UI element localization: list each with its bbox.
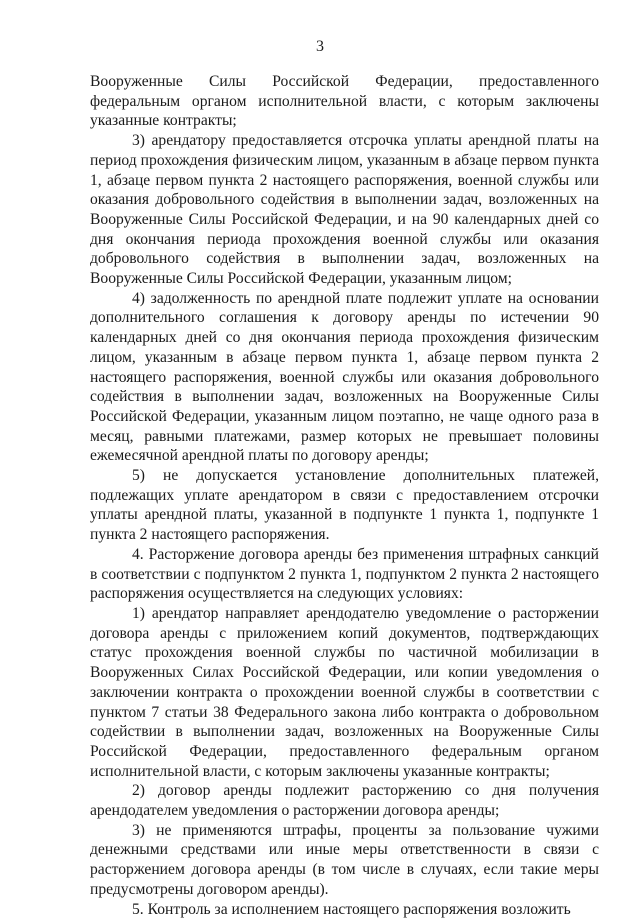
paragraph-item-5: 5. Контроль за исполнением настоящего распоряжения возложить [132, 900, 571, 918]
paragraph-item-4-subitem-3: 3) не применяются штрафы, проценты за пользование чужими денежными средствами или иные меры ответственности в связи с расторжением договора аренды (в том числе в случаях, если такие меры предусмотрены договором аренды). [90, 821, 599, 898]
document-body [90, 72, 599, 919]
paragraph-item-4: 4. Расторжение договора аренды без применения штрафных санкций в соответствии с подпунктом 2 пункта 1, подпунктом 2 пункта 2 настоящего распоряжения осуществляется на следующих условиях: [90, 545, 599, 603]
paragraph-item-4-subitem-1: 1) арендатор направляет арендодателю уведомление о расторжении договора аренды с приложением копий документов, подтверждающих статус прохождения военной службы по частичной мобилизации в Вооруженных Силах Российской Федерации, или копии уведомления о заключении контракта о прохождении военной службы в соответствии с пунктом 7 статьи 38 Федерального закона либо контракта о добровольном содействии в выполнении задач, возложенных на Вооруженные Силы Российской Федерации, предоставленного федеральным органом исполнительной власти, с которым заключены указанные контракты; [90, 604, 599, 780]
paragraph-continuation: Вооруженные Силы Российской Федерации, предоставленного федеральным органом исполнительной власти, с которым заключены указанные контракты; [90, 73, 599, 130]
paragraph-subitem-4: 4) задолженность по арендной плате подлежит уплате на основании дополнительного соглашения к договору аренды по истечении 90 календарных дней со дня окончания периода прохождения физическим лицом, указанным в абзаце первом пункта 1, абзаце первом пункта 2 настоящего распоряжения, военной службы или оказания добровольного содействия в выполнении задач, возложенных на Вооруженные Силы Российской Федерации, указанным лицом поэтапно, не чаще одного раза в месяц, равными платежами, размер которых не превышает половины ежемесячной арендной платы по договору аренды; [90, 289, 599, 465]
page-number: 3 [316, 38, 324, 55]
paragraph-item-4-subitem-2: 2) договор аренды подлежит расторжению со дня получения арендодателем уведомления о расторжении договора аренды; [90, 782, 599, 820]
paragraph-subitem-5: 5) не допускается установление дополнительных платежей, подлежащих уплате арендатором в связи с предоставлением отсрочки уплаты арендной платы, указанной в подпункте 1 пункта 1, подпункте 1 пункта 2 настоящего распоряжения. [90, 467, 599, 544]
paragraph-subitem-3: 3) арендатору предоставляется отсрочка уплаты арендной платы на период прохождения физическим лицом, указанным в абзаце первом пункта 1, абзаце первом пункта 2 настоящего распоряжения, военной службы или оказания добровольного содействия в выполнении задач, возложенных на Вооруженные Силы Российской Федерации, и на 90 календарных дней со дня окончания периода прохождения военной службы или оказания добровольного содействия в выполнении задач, возложенных на Вооруженные Силы Российской Федерации, указанным лицом; [90, 132, 599, 288]
